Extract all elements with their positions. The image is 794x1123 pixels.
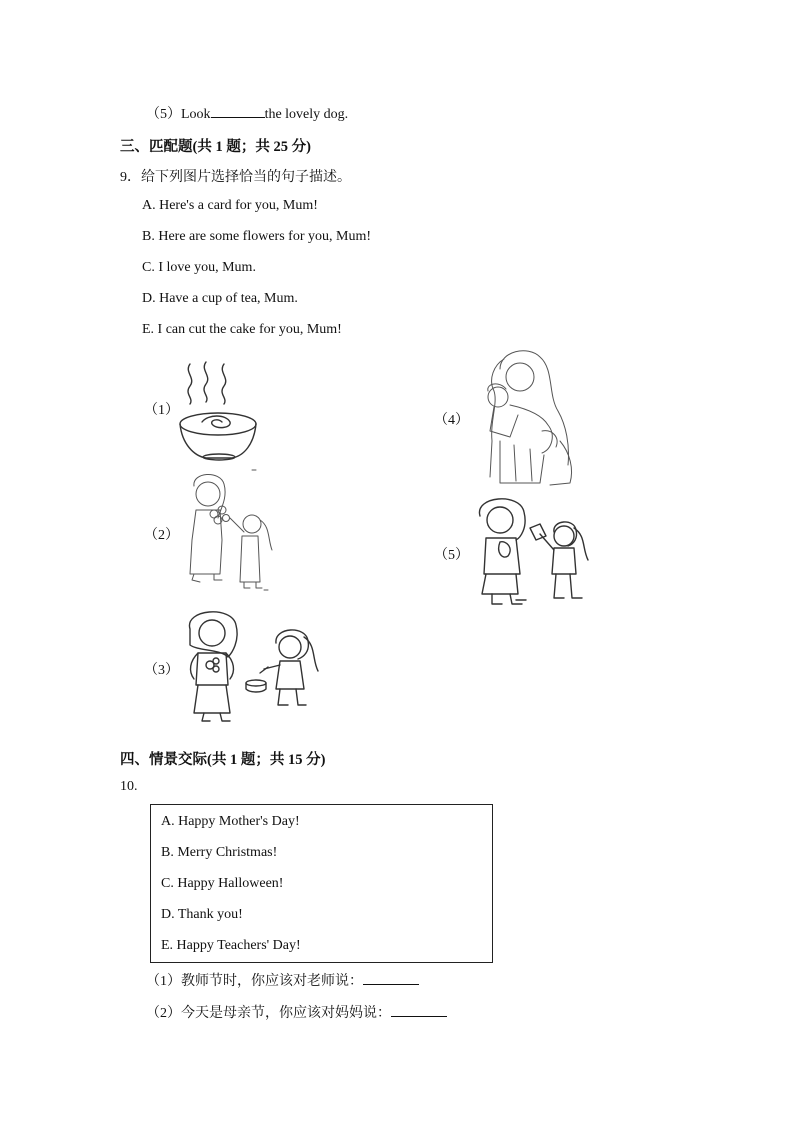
q9-stem: 9．给下列图片选择恰当的句子描述。 bbox=[120, 170, 351, 185]
q9-option-c: C. I love you, Mum. bbox=[142, 260, 256, 275]
q9-option-a: A. Here's a card for you, Mum! bbox=[142, 198, 318, 213]
section4-title: 四、情景交际(共 1 题；共 15 分) bbox=[120, 752, 326, 768]
q9-option-e: E. I can cut the cake for you, Mum! bbox=[142, 322, 342, 337]
girl-giving-flowers-icon bbox=[180, 470, 280, 594]
q10-option-a: A. Happy Mother's Day! bbox=[161, 814, 300, 829]
girl-giving-card-icon bbox=[470, 490, 598, 614]
q10-option-d: D. Thank you! bbox=[161, 907, 243, 922]
q10-number: 10. bbox=[120, 779, 138, 794]
q10-options-box bbox=[150, 804, 493, 963]
girl-giving-cake-icon bbox=[180, 605, 324, 729]
picture-label-5: （5） bbox=[434, 548, 469, 563]
answer-blank[interactable] bbox=[363, 970, 419, 985]
q10-item-2 bbox=[146, 1002, 447, 1022]
q10-item-1 bbox=[146, 970, 419, 990]
tea-cup-icon bbox=[176, 360, 266, 472]
q10-option-c: C. Happy Halloween! bbox=[161, 876, 284, 891]
picture-label-4: （4） bbox=[434, 413, 469, 428]
mother-hugging-child-icon bbox=[470, 345, 588, 487]
q10-option-b: B. Merry Christmas! bbox=[161, 845, 278, 860]
section3-title: 三、匹配题(共 1 题；共 25 分) bbox=[120, 139, 311, 155]
answer-blank[interactable] bbox=[211, 103, 265, 118]
q9-option-b: B. Here are some flowers for you, Mum! bbox=[142, 229, 371, 244]
picture-label-3: （3） bbox=[144, 663, 179, 678]
q9-option-d: D. Have a cup of tea, Mum. bbox=[142, 291, 298, 306]
q8-item5 bbox=[146, 103, 348, 123]
picture-label-1: （1） bbox=[144, 403, 179, 418]
q10-item-1-text: （1）教师节时，你应该对老师说： bbox=[146, 974, 363, 989]
answer-blank[interactable] bbox=[391, 1002, 447, 1017]
q8-item5-suffix: the lovely dog. bbox=[264, 107, 349, 122]
q10-option-e: E. Happy Teachers' Day! bbox=[161, 938, 301, 953]
q10-item-2-text: （2）今天是母亲节，你应该对妈妈说： bbox=[146, 1006, 391, 1021]
picture-label-2: （2） bbox=[144, 528, 179, 543]
q8-item5-prefix: （5）Look bbox=[146, 107, 211, 122]
